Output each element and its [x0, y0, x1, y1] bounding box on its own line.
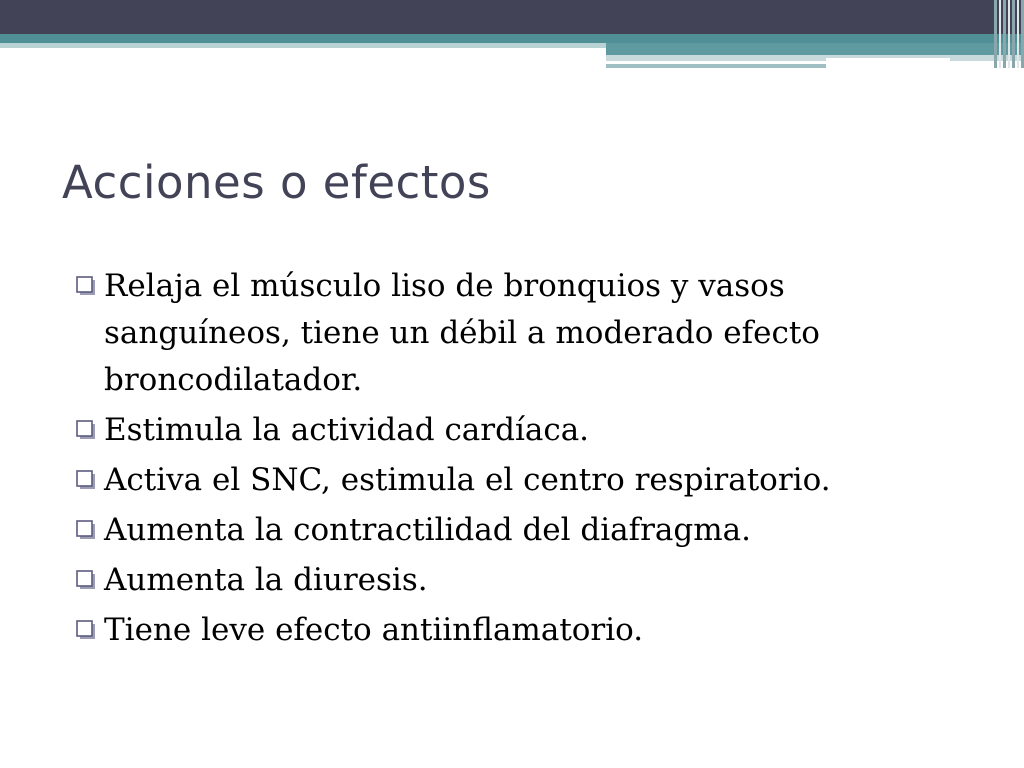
checkbox-bullet-icon [76, 470, 96, 490]
checkbox-bullet-icon [76, 570, 96, 590]
header-teal-bar [0, 34, 1024, 43]
bullet-text: Relaja el músculo liso de bronquios y vasos sanguíneos, tiene un débil a moderado efecto broncodilatador. [104, 268, 820, 398]
bullet-item [76, 457, 956, 504]
slide-title: Acciones o efectos [62, 156, 491, 209]
header-right-thin-bar [606, 64, 826, 68]
checkbox-bullet-icon [76, 620, 96, 640]
header-right-light-bar [606, 55, 1024, 61]
bullet-item [76, 407, 956, 454]
checkbox-bullet-icon [76, 420, 96, 440]
bullet-text: Aumenta la diuresis. [104, 562, 428, 598]
header-light-bar [0, 43, 606, 48]
bullet-item [76, 263, 956, 404]
bullet-item [76, 507, 956, 554]
bullet-list [76, 263, 956, 657]
bullet-text: Estimula la actividad cardíaca. [104, 412, 590, 448]
header-stripes [994, 0, 1024, 68]
checkbox-bullet-icon [76, 276, 96, 296]
bullet-item [76, 557, 956, 604]
header-right-teal-bar [606, 43, 1024, 55]
bullet-item [76, 607, 956, 654]
bullet-text: Tiene leve efecto antiinflamatorio. [104, 612, 644, 648]
checkbox-bullet-icon [76, 520, 96, 540]
bullet-text: Activa el SNC, estimula el centro respiratorio. [104, 462, 831, 498]
bullet-text: Aumenta la contractilidad del diafragma. [104, 512, 751, 548]
header-dark-bar [0, 0, 1024, 34]
header-right-white-line [826, 58, 950, 61]
